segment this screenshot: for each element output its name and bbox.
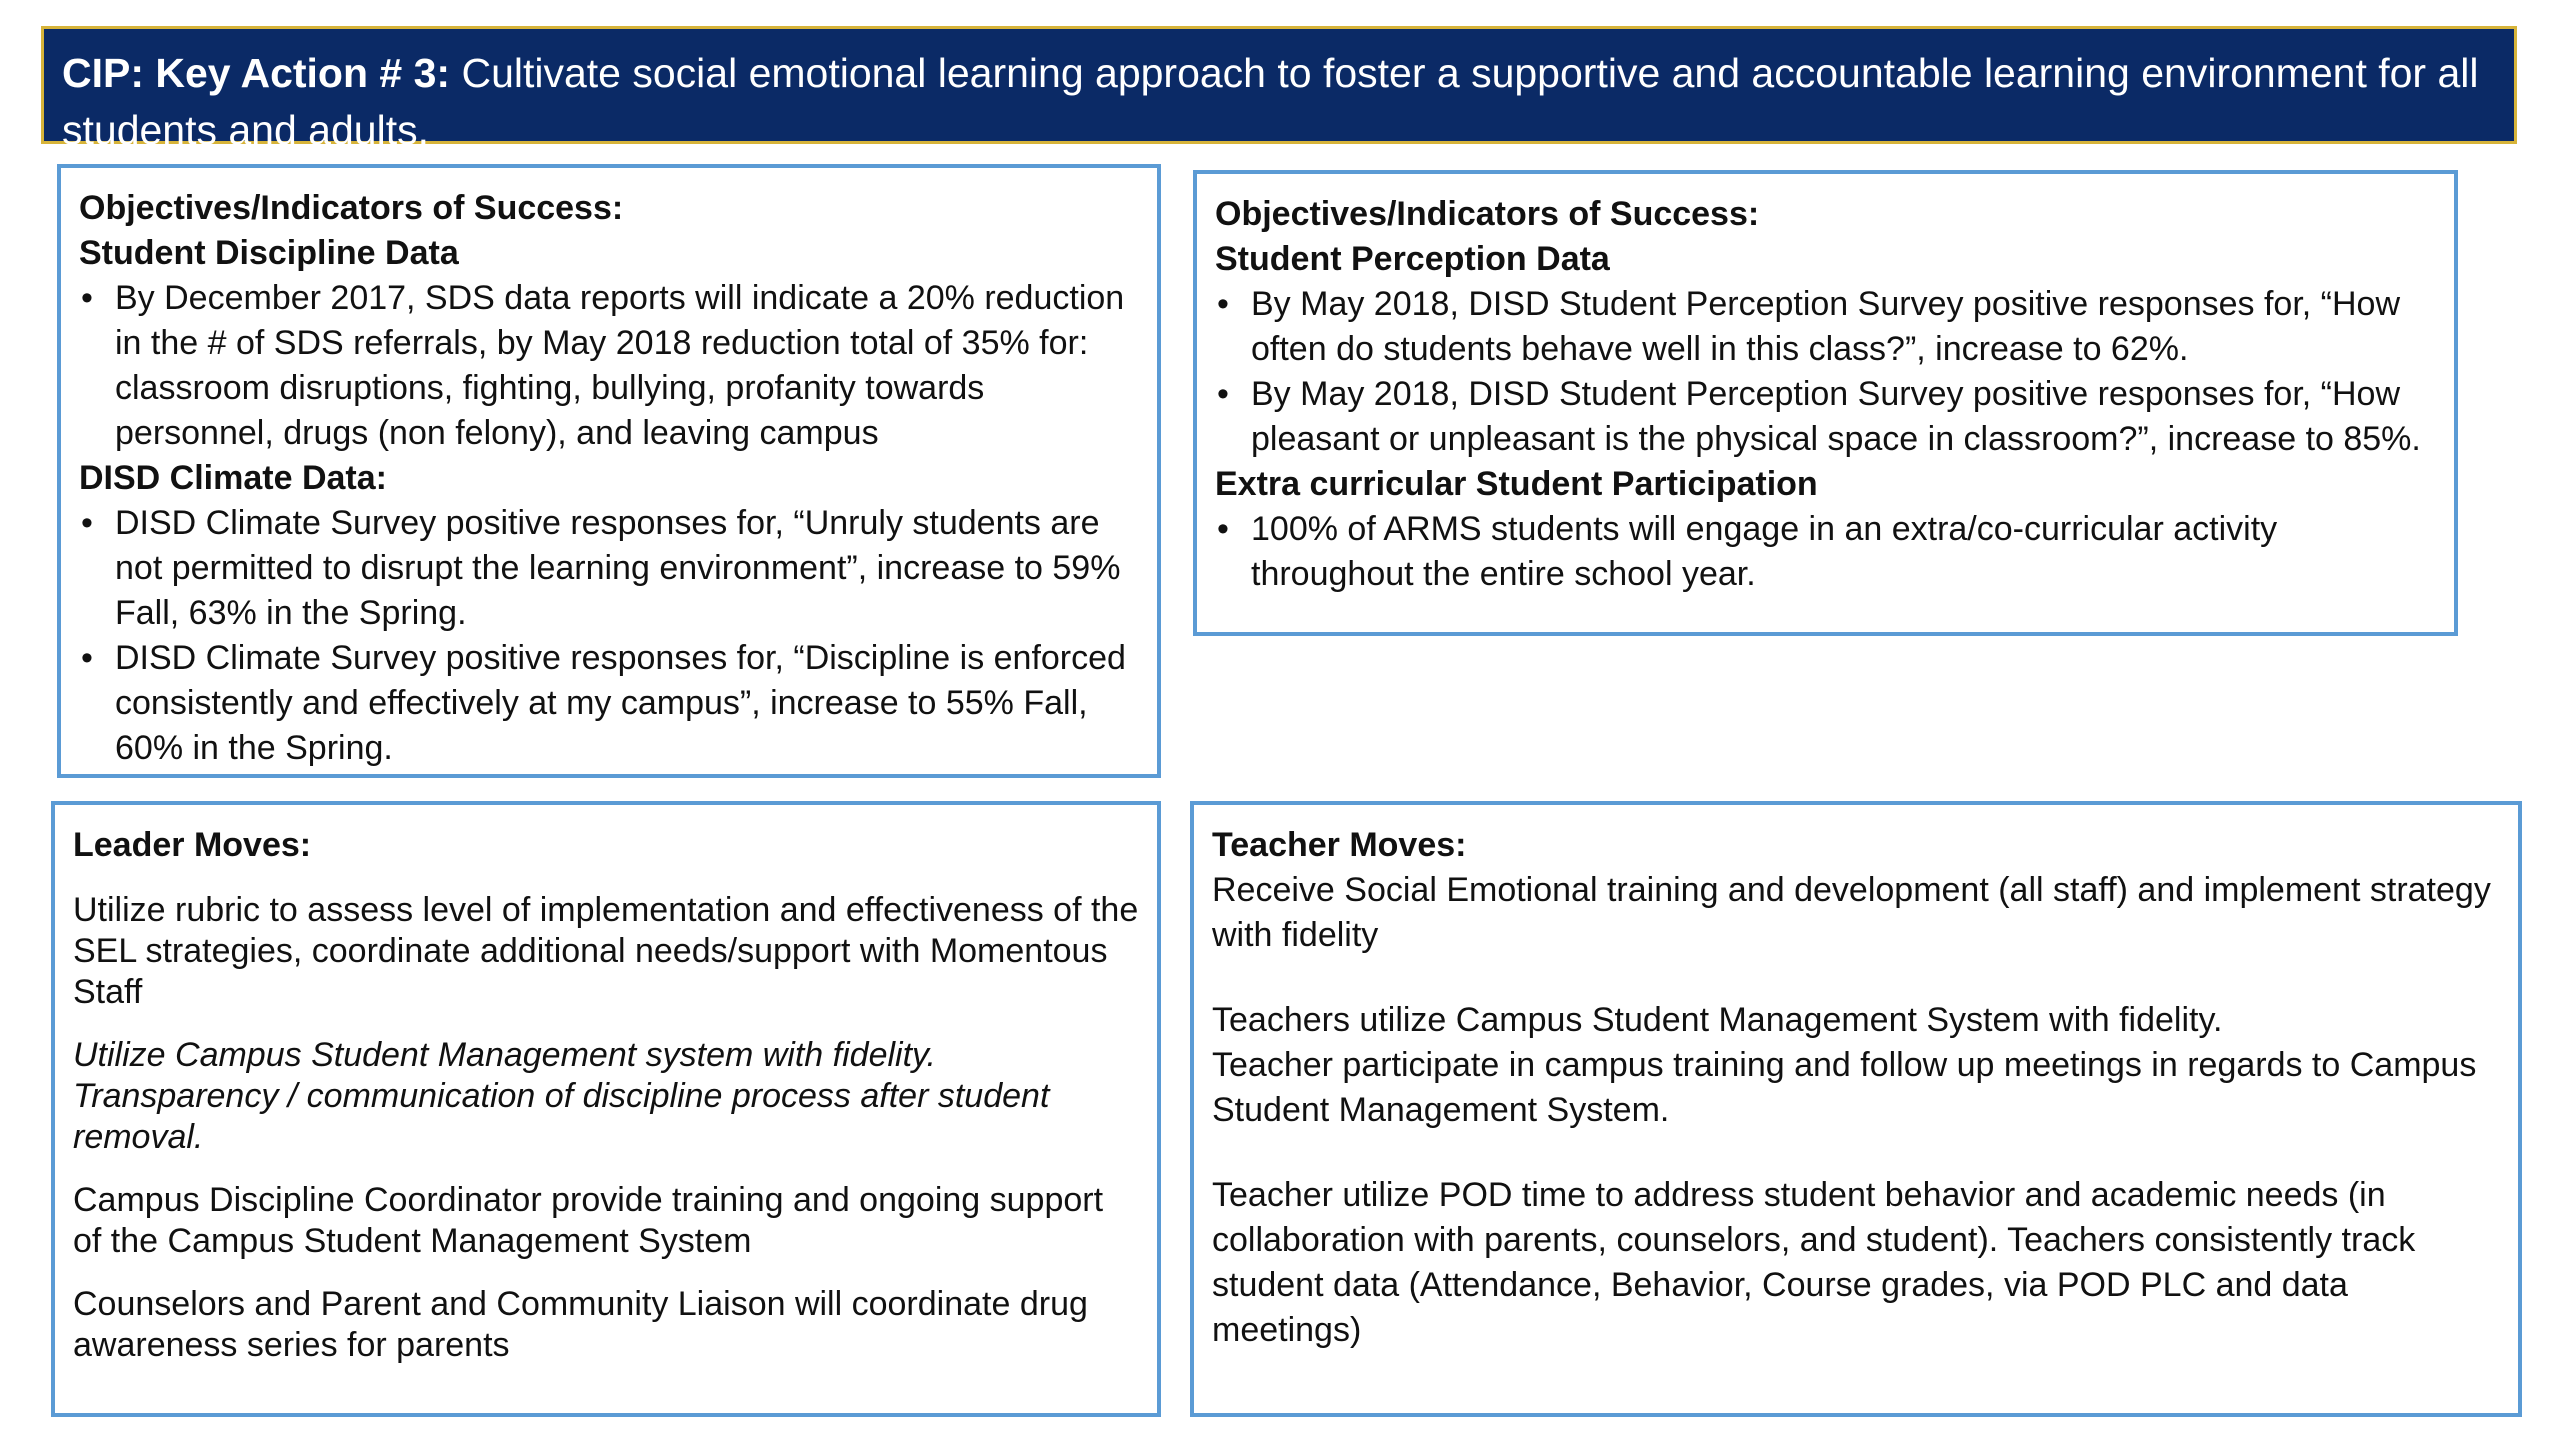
teacher-move-paragraph: Teachers utilize Campus Student Management System with fidelity. (1212, 1001, 2223, 1039)
key-action-banner (41, 26, 2517, 153)
list-item: • By December 2017, SDS data reports will indicate a 20% reduction in the # of SDS referrals, by May 2018 reduction total of 35% for: classroom disruptions, fighting, bullying, profanity towards personnel, drugs (non felony), and leaving campus (79, 276, 1139, 456)
teacher-move-paragraph: Teacher utilize POD time to address student behavior and academic needs (in collaboration with parents, counselors, and student). Teachers consistently track student data (Attendance, Behavior, Course grades, via POD PLC and data meetings) (1212, 1176, 2416, 1349)
teacher-moves-box (1190, 801, 2522, 1417)
leader-move-paragraph: Utilize Campus Student Management system with fidelity. Transparency / communication of discipline process after student removal. (73, 1036, 1050, 1156)
teacher-moves-heading: Teacher Moves: (1212, 826, 1467, 864)
list-item: • DISD Climate Survey positive responses for, “Unruly students are not permitted to disrupt the learning environment”, increase to 59% Fall, 63% in the Spring. (79, 501, 1139, 636)
bullet-list (79, 276, 1139, 456)
list-item: • DISD Climate Survey positive responses for, “Discipline is enforced consistently and effectively at my campus”, increase to 55% Fall, 60% in the Spring. (79, 636, 1139, 771)
section-title: Extra curricular Student Participation (1215, 465, 1818, 503)
bullet-list (1215, 282, 2436, 462)
bullet-list (1215, 507, 2436, 597)
leader-moves-heading: Leader Moves: (73, 826, 312, 864)
objectives-heading: Objectives/Indicators of Success: (79, 189, 624, 227)
list-item: • By May 2018, DISD Student Perception Survey positive responses for, “How often do students behave well in this class?”, increase to 62%. (1215, 282, 2436, 372)
list-item: • 100% of ARMS students will engage in an extra/co-curricular activity throughout the entire school year. (1215, 507, 2436, 597)
section-title: Student Perception Data (1215, 240, 1610, 278)
leader-move-paragraph: Utilize rubric to assess level of implementation and effectiveness of the SEL strategies, coordinate additional needs/support with Momentous Staff (73, 891, 1139, 1011)
banner-lead: CIP: Key Action # 3: (62, 50, 451, 96)
list-item: • By May 2018, DISD Student Perception Survey positive responses for, “How pleasant or unpleasant is the physical space in classroom?”, increase to 85%. (1215, 372, 2436, 462)
leader-move-paragraph: Counselors and Parent and Community Liaison will coordinate drug awareness series for parents (73, 1285, 1088, 1364)
leader-move-paragraph: Campus Discipline Coordinator provide training and ongoing support of the Campus Student Management System (73, 1181, 1104, 1260)
teacher-move-paragraph: Receive Social Emotional training and development (all staff) and implement strategy with fidelity (1212, 871, 2491, 954)
objectives-box-left (57, 164, 1161, 778)
banner-text: Cultivate social emotional learning approach to foster a supportive and accountable learning environment for all students and adults. (62, 50, 2479, 153)
objectives-box-right (1193, 170, 2458, 636)
objectives-heading: Objectives/Indicators of Success: (1215, 195, 1760, 233)
leader-moves-box (51, 801, 1161, 1417)
section-title: Student Discipline Data (79, 234, 459, 272)
teacher-move-paragraph: Teacher participate in campus training and follow up meetings in regards to Campus Student Management System. (1212, 1046, 2477, 1129)
bullet-list (79, 501, 1139, 771)
section-title: DISD Climate Data: (79, 459, 387, 497)
